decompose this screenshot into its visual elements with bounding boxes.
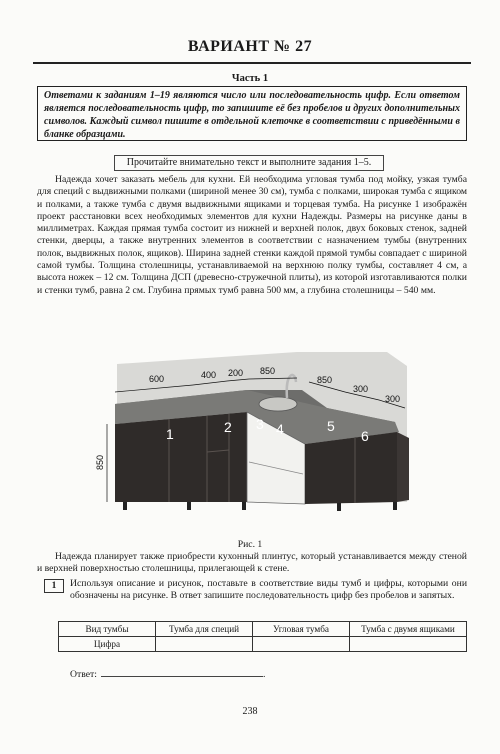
title-divider: [33, 62, 471, 64]
answer-cell-two-drawers[interactable]: [350, 637, 467, 652]
answer-cell-spices[interactable]: [156, 637, 253, 652]
read-prompt-box: Прочитайте внимательно текст и выполните задания 1–5.: [114, 155, 384, 171]
answer-cell-corner[interactable]: [253, 637, 350, 652]
dimension-label: 600: [149, 374, 165, 384]
answer-line: Ответ: .: [70, 669, 266, 680]
table-header-cell: Тумба с двумя ящиками: [350, 622, 467, 637]
task-text: Используя описание и рисунок, поставьте в соответствие виды тумб и цифры, которыми они обозначены на рисунке. В ответ запишите последовательность цифр без пробелов и запятых.: [70, 578, 467, 602]
plinth-text: [37, 551, 467, 576]
cabinet-number: 6: [361, 428, 369, 444]
cabinet-number: 3: [256, 416, 264, 432]
table-row: [59, 622, 467, 637]
cabinet-number: 5: [327, 418, 335, 434]
cabinet-number: 4: [276, 421, 284, 437]
leg: [123, 502, 127, 510]
leg: [187, 502, 191, 510]
table-row: [59, 637, 467, 652]
instructions-text: Ответами к заданиям 1–19 являются число или последовательность цифр. Если ответом является последовательность цифр, то запишите её без пробелов и других дополнительных символов. Каждый символ пишите в отдельной клеточке в соответствии с приведёнными в бланке образцами.: [44, 90, 460, 140]
cabinet-number: 1: [166, 426, 174, 442]
dimension-label: 850: [95, 454, 105, 470]
cabinet-number: 2: [224, 419, 232, 435]
instructions-box: [37, 86, 467, 141]
leg: [242, 502, 246, 510]
answer-table: [58, 621, 467, 652]
part-heading: Часть 1: [231, 73, 269, 84]
table-header-cell: Тумба для специй: [156, 622, 253, 637]
dimension-label: 400: [201, 370, 217, 380]
dimension-label: 850: [260, 366, 276, 376]
leg: [393, 502, 397, 510]
dimension-label: 200: [228, 368, 244, 378]
answer-field[interactable]: [101, 667, 263, 677]
table-header-cell: Угловая тумба: [253, 622, 350, 637]
dimension-label: 300: [385, 394, 401, 404]
sink: [259, 397, 297, 411]
end-cabinet-side: [397, 432, 409, 502]
page-number: 238: [242, 706, 258, 717]
story-paragraph: Надежда хочет заказать мебель для кухни. Ей необходима угловая тумба под мойку, узкая тумба для специй с выдвижными полками (шириной менее 30 см), тумба с полками, широкая тумба с ящиком и полками, а также тумба с двумя выдвижными ящиками и торцевая тумба. На рисунке 1 изображён проект расстановки всех необходимых элементов для кухни Надежды. Размеры на рисунке даны в миллиметрах. Каждая прямая тумба состоит из нижней и верхней полок, двух боковых стенок, задней стенки, дверцы, а также внутренних элементов в соответствии с назначением тумбы (внутренних полок, выдвижных полок, ящиков). Ширина задней стенки каждой прямой тумбы совпадает с шириной самой тумбы. Толщина столешницы, устанавливаемой на верхнюю полку тумбы, составляет 4 см, а высота ножек – 12 см. Толщина ДСП (древесно-стружечной плиты), из которой изготавливаются полки и стенки тумб, равна 2 см. Глубина прямых тумб равна 500 мм, а глубина столешницы – 540 мм.: [37, 174, 467, 296]
plinth-paragraph: Надежда планирует также приобрести кухонный плинтус, который устанавливается между стеной и верхней поверхностью столешницы, прилегающей к стене.: [37, 551, 467, 575]
kitchen-figure: [97, 352, 430, 530]
table-row-label: Цифра: [59, 637, 156, 652]
dimension-label: 300: [353, 384, 369, 394]
variant-title: ВАРИАНТ № 27: [187, 38, 313, 55]
right-cabinets: [305, 432, 397, 504]
story-text: [37, 174, 467, 297]
leg: [337, 503, 341, 511]
figure-caption: Рис. 1: [237, 539, 263, 550]
task-number-box: 1: [44, 579, 64, 593]
table-header-cell: Вид тумбы: [59, 622, 156, 637]
answer-label: Ответ:: [70, 669, 97, 680]
dimension-label: 850: [317, 375, 333, 385]
